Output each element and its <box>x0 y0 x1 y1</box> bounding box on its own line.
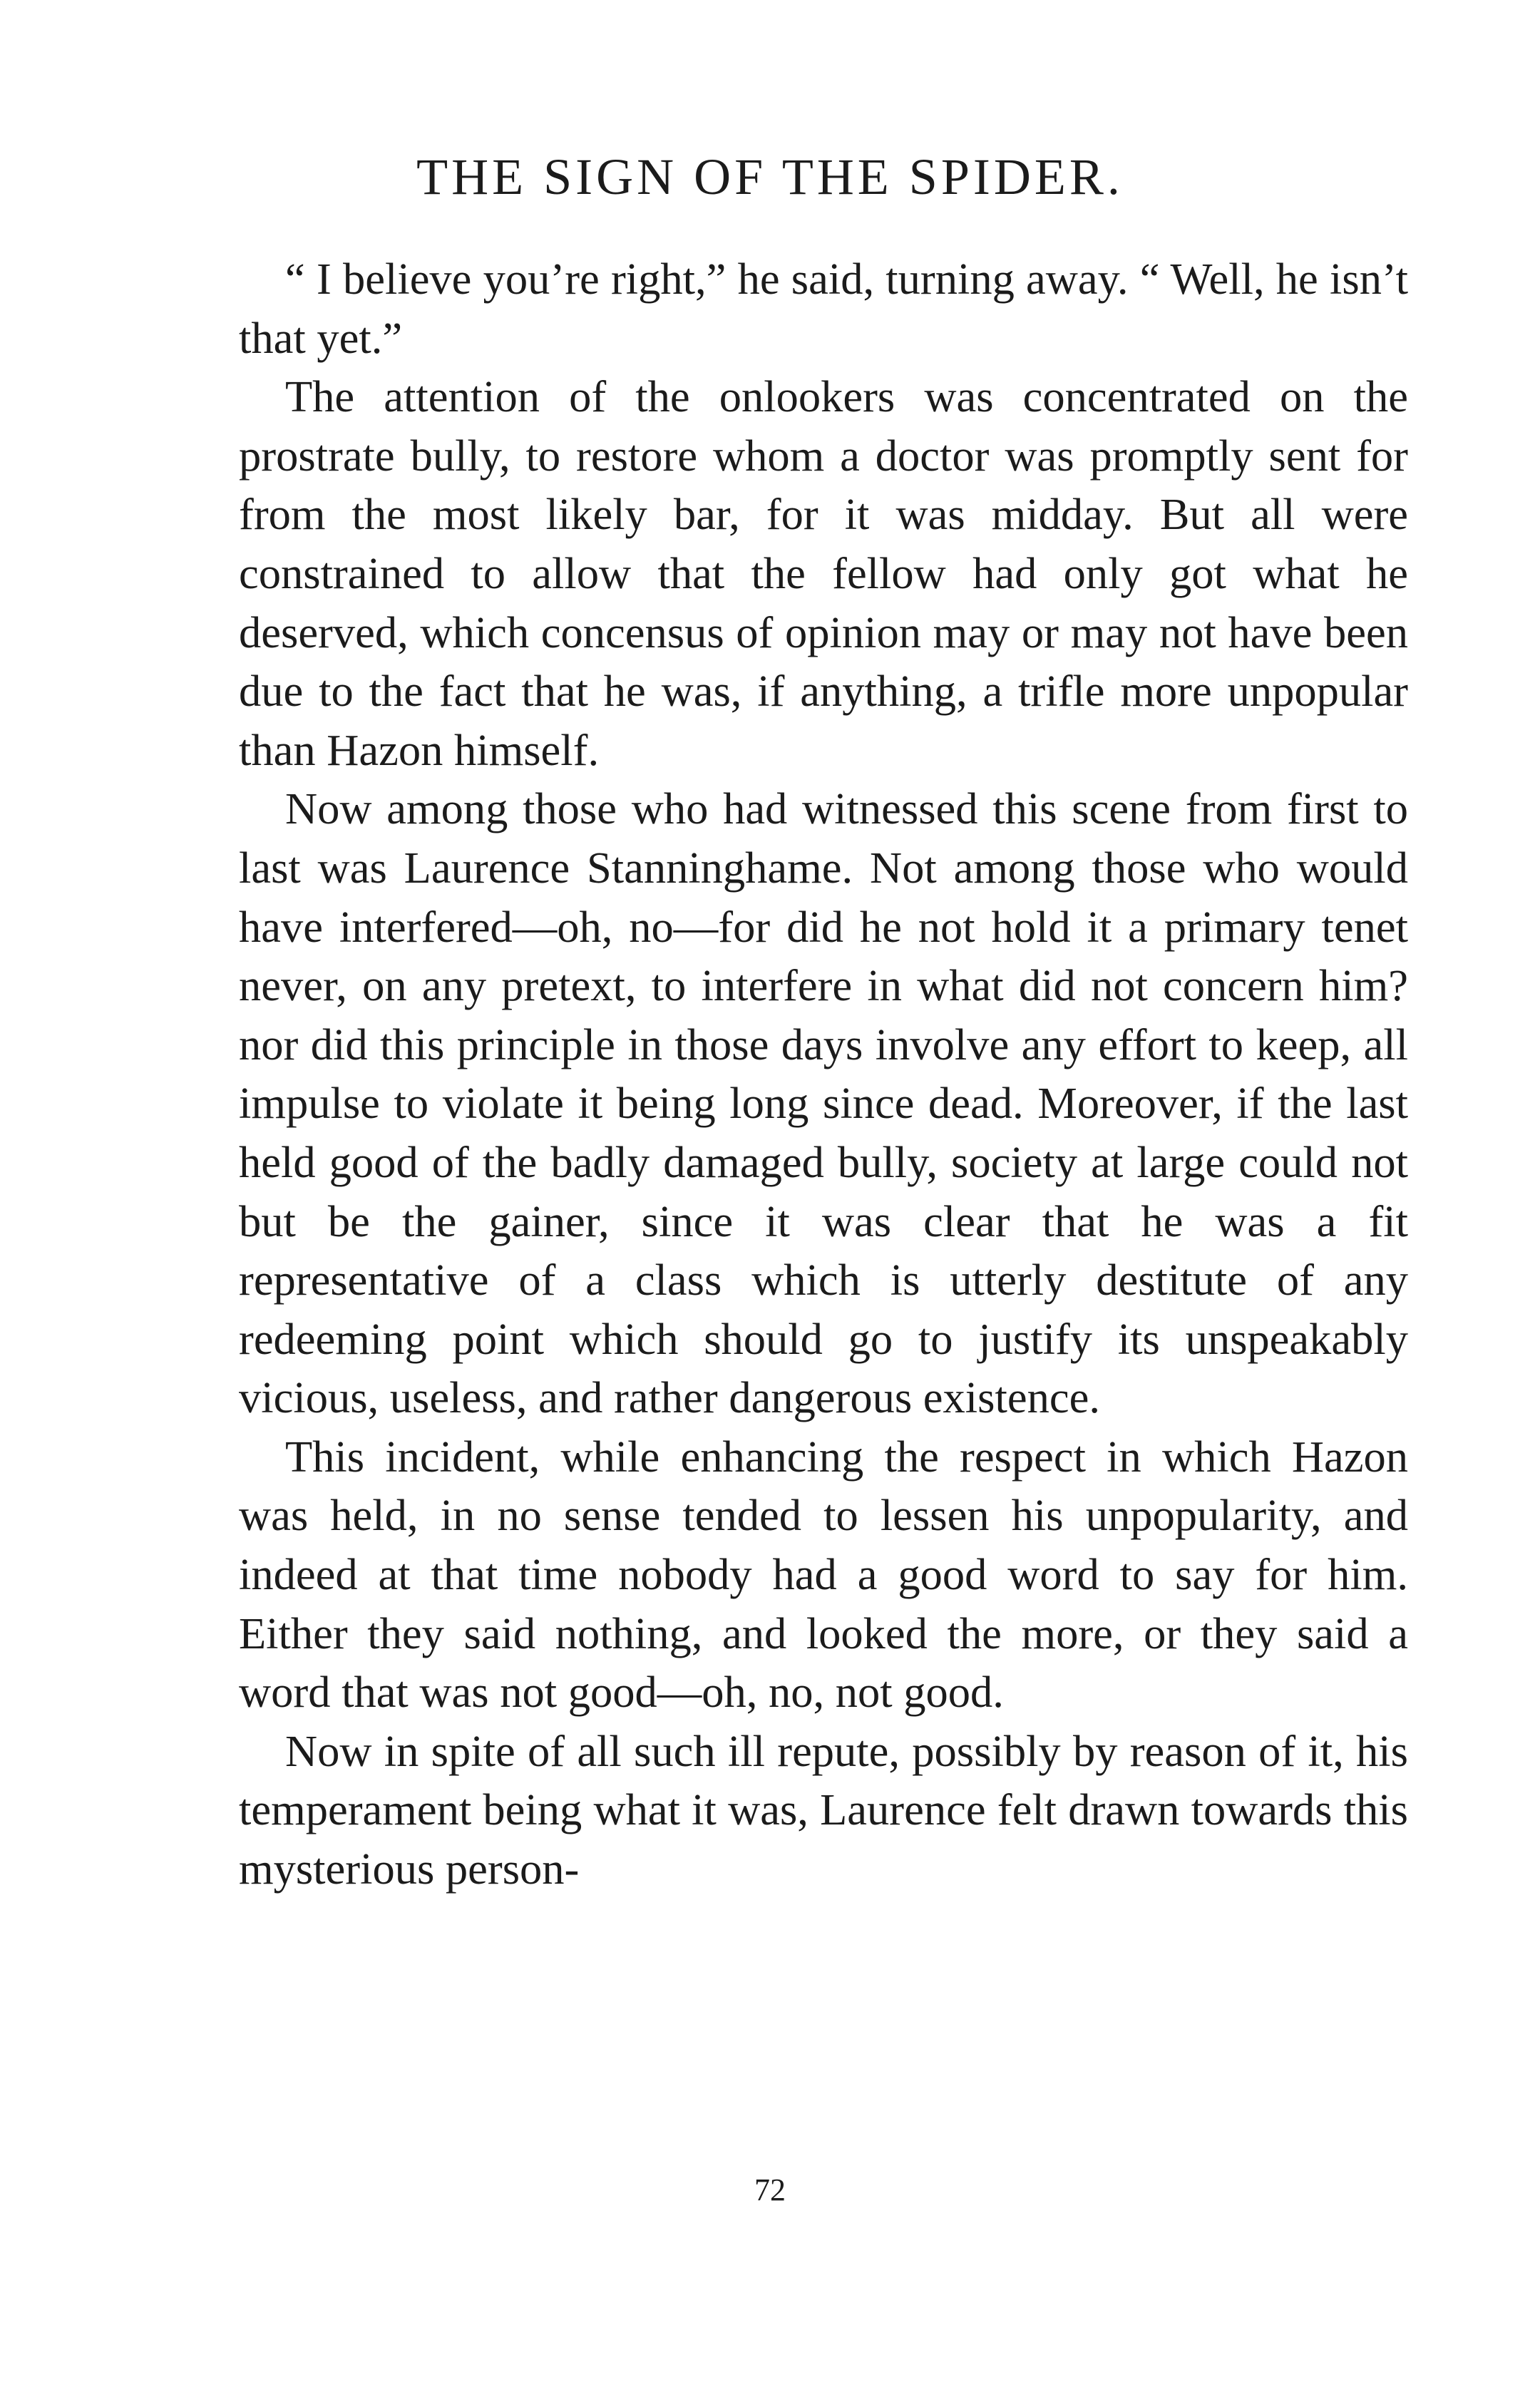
paragraph: Now among those who had witnessed this scene from first to last was Laurence Stanninghame. Not among those who would have interfered—oh, no—for did he not hold it a primary tenet never, on any pretext, to interfere in what did not concern him? nor did this principle in those days involve any effort to keep, all impulse to violate it being long since dead. Moreover, if the last held good of the badly damaged bully, society at large could not but be the gainer, since it was clear that he was a fit representative of a class which is utterly destitute of any redeeming point which should go to justify its unspeakably vicious, useless, and rather dangerous existence. <box>239 784 1408 1423</box>
paragraph: This incident, while enhancing the respect in which Hazon was held, in no sense tended to lessen his unpopularity, and indeed at that time nobody had a good word to say for him. Either they said nothing, and looked the more, or they said a word that was not good—oh, no, not good. <box>239 1431 1408 1718</box>
page-number: 72 <box>754 2172 786 2207</box>
paragraph: “ I believe you’re right,” he said, turning away. “ Well, he isn’t that yet.” <box>239 254 1408 363</box>
running-head: THE SIGN OF THE SPIDER. <box>416 148 1124 205</box>
paragraph: Now in spite of all such ill repute, possibly by reason of it, his temperament being what it was, Laurence felt drawn towards this mysterious person- <box>239 1725 1408 1894</box>
body-text <box>239 250 1408 1899</box>
paragraph: The attention of the onlookers was concentrated on the prostrate bully, to restore whom a doctor was promptly sent for from the most likely bar, for it was midday. But all were constrained to allow that the fellow had only got what he deserved, which concensus of opinion may or may not have been due to the fact that he was, if anything, a trifle more unpopular than Hazon himself. <box>239 371 1408 775</box>
